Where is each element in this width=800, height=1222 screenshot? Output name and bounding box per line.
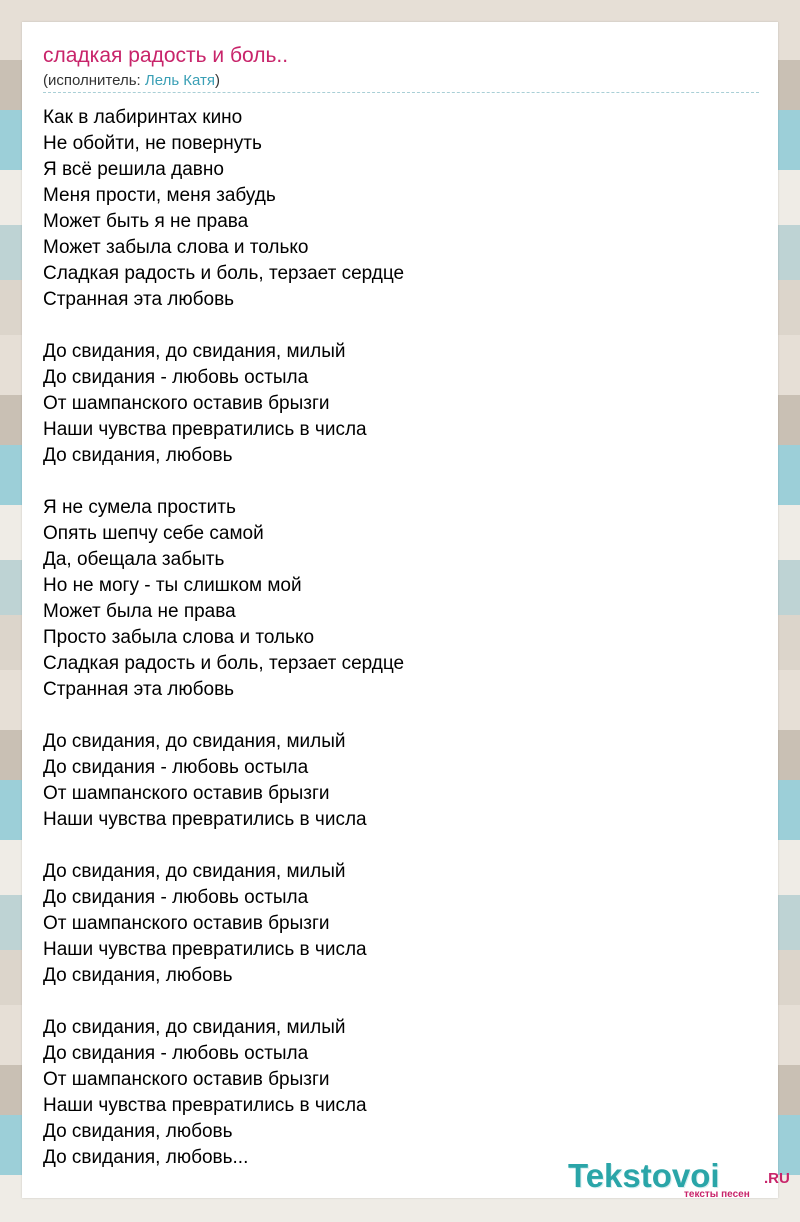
logo-tagline: тексты песен (684, 1189, 750, 1200)
stanza-gap (43, 833, 743, 859)
lyric-line: До свидания, любовь (43, 445, 233, 466)
lyric-line: До свидания - любовь остыла (43, 367, 309, 388)
lyrics-body (43, 105, 743, 1171)
lyric-line: Может быть я не права (43, 211, 249, 232)
stanza-gap (43, 313, 743, 339)
artist-prefix: (исполнитель: (43, 72, 145, 89)
lyric-line: От шампанского оставив брызги (43, 783, 330, 804)
site-logo[interactable] (568, 1157, 790, 1200)
lyric-line: Я не сумела простить (43, 497, 236, 518)
lyric-line: Сладкая радость и боль, терзает сердце (43, 263, 405, 284)
artist-line (43, 72, 759, 93)
lyric-line: До свидания - любовь остыла (43, 887, 309, 908)
lyric-line: Странная эта любовь (43, 289, 235, 310)
lyric-line: До свидания, любовь (43, 1121, 233, 1142)
logo-tld: .RU (764, 1170, 790, 1187)
lyric-line: Может была не права (43, 601, 236, 622)
lyric-line: Может забыла слова и только (43, 237, 309, 258)
lyric-line: Странная эта любовь (43, 679, 235, 700)
lyric-line: Меня прости, меня забудь (43, 185, 276, 206)
lyric-line: Наши чувства превратились в числа (43, 809, 367, 830)
lyric-line: До свидания - любовь остыла (43, 1043, 309, 1064)
lyric-line: Я всё решила давно (43, 159, 224, 180)
artist-suffix: ) (215, 72, 221, 89)
lyric-line: Просто забыла слова и только (43, 627, 315, 648)
artist-link[interactable]: Лель Катя (144, 72, 216, 89)
song-title: сладкая радость и боль.. (43, 44, 289, 67)
lyric-line: Как в лабиринтах кино (43, 107, 243, 128)
lyric-line: Наши чувства превратились в числа (43, 1095, 367, 1116)
stanza-gap (43, 703, 743, 729)
lyric-line: От шампанского оставив брызги (43, 913, 330, 934)
lyric-line: До свидания, до свидания, милый (43, 731, 346, 752)
lyric-line: До свидания, до свидания, милый (43, 861, 346, 882)
stanza-gap (43, 469, 743, 495)
lyric-line: Не обойти, не повернуть (43, 133, 262, 154)
lyric-line: До свидания, до свидания, милый (43, 1017, 346, 1038)
lyric-line: До свидания, до свидания, милый (43, 341, 346, 362)
stanza-gap (43, 989, 743, 1015)
lyric-line: Наши чувства превратились в числа (43, 939, 367, 960)
lyric-line: До свидания - любовь остыла (43, 757, 309, 778)
lyric-line: До свидания, любовь (43, 965, 233, 986)
lyric-line: До свидания, любовь... (43, 1147, 249, 1168)
lyric-line: Но не могу - ты слишком мой (43, 575, 302, 596)
lyric-line: Да, обещала забыть (43, 549, 225, 570)
lyric-line: От шампанского оставив брызги (43, 1069, 330, 1090)
lyric-line: От шампанского оставив брызги (43, 393, 330, 414)
logo-name: Tekstovoi (568, 1157, 720, 1194)
lyrics-card (22, 22, 790, 1200)
lyric-line: Наши чувства превратились в числа (43, 419, 367, 440)
lyric-line: Опять шепчу себе самой (43, 523, 264, 544)
lyric-line: Сладкая радость и боль, терзает сердце (43, 653, 405, 674)
